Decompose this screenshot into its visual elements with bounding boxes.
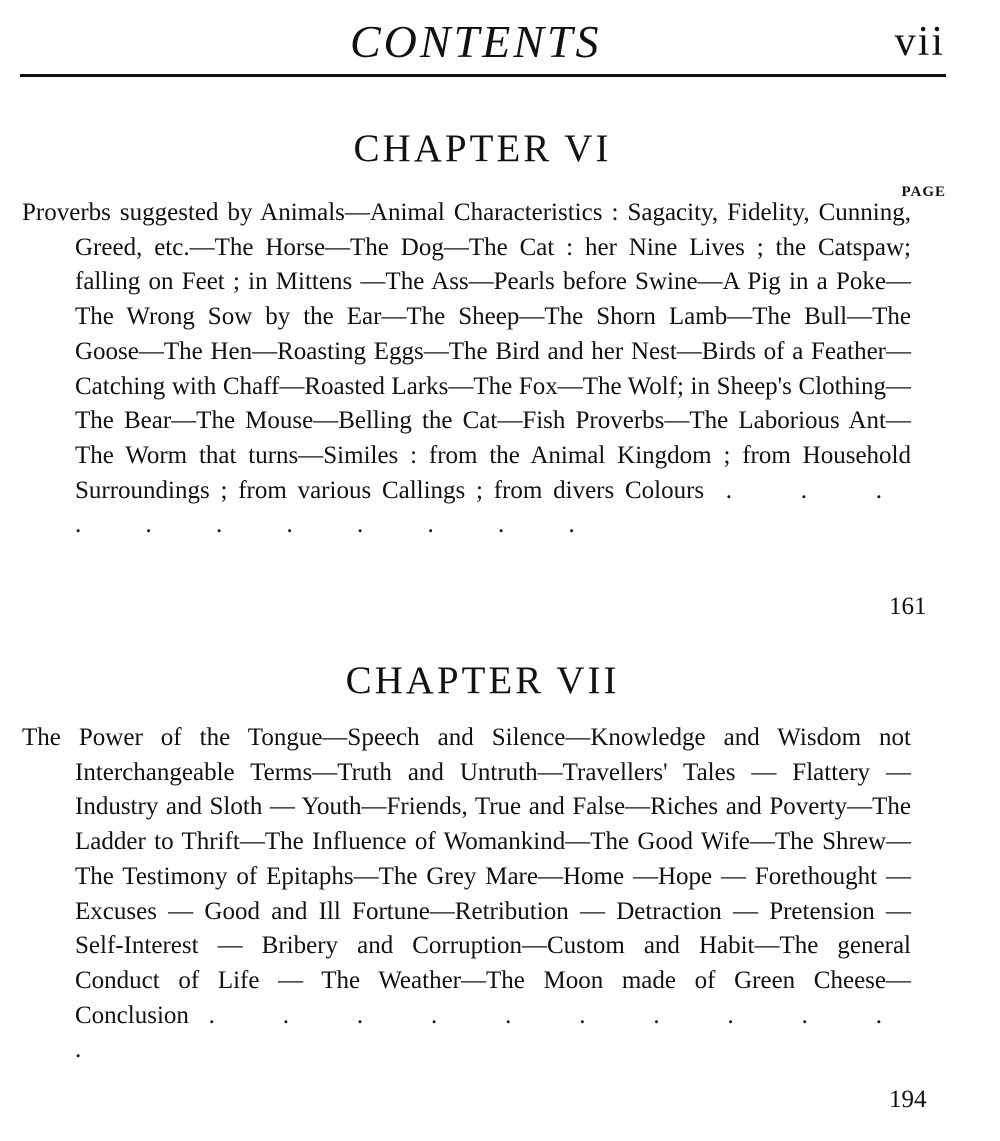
chapter-vi-leaders: . . . . . . . . . . .	[75, 476, 912, 539]
running-title: CONTENTS	[350, 16, 602, 67]
chapter-vi-heading: CHAPTER VI	[353, 127, 612, 170]
chapter-vi-page-number: 161	[889, 593, 927, 620]
page-column-label: PAGE	[901, 184, 946, 200]
chapter-vii-summary-text: The Power of the Tongue—Speech and Silence—Knowledge and Wisdom not Interchangeable Terms—Truth and Untruth—Travellers' Tales — Flattery — Industry and Sloth — Youth—Friends, True and False—Riches and Poverty—The Ladder to Thrift—The Influence of Womankind—The Good Wife—The Shrew—The Testimony of Epitaphs—The Grey Mare—Home —Hope — Forethought — Excuses — Good and Ill Fortune—Retribution — Detraction — Pretension — Self-Interest — Bribery and Corruption—Custom and Habit—The general Conduct of Life — The Weather—The Moon made of Green Cheese—Conclusion	[22, 724, 911, 1029]
chapter-vi-summary	[22, 196, 911, 543]
chapter-vii-heading: CHAPTER VII	[345, 659, 620, 702]
chapter-vii-summary	[22, 721, 911, 1068]
header-rule	[20, 74, 946, 77]
chapter-vi-summary-text: Proverbs suggested by Animals—Animal Characteristics : Sagacity, Fidelity, Cunning, Greed, etc.—The Horse—The Dog—The Cat : her Nine Lives ; the Catspaw; falling on Feet ; in Mittens —The Ass—Pearls before Swine—A Pig in a Poke—The Wrong Sow by the Ear—The Sheep—The Shorn Lamb—The Bull—The Goose—The Hen—Roasting Eggs—The Bird and her Nest—Birds of a Feather—Catching with Chaff—Roasted Larks—The Fox—The Wolf; in Sheep's Clothing—The Bear—The Mouse—Belling the Cat—Fish Proverbs—The Laborious Ant—The Worm that turns—Similes : from the Animal Kingdom ; from Household Surroundings ; from various Callings ; from divers Colours	[22, 199, 911, 504]
chapter-vii-page-number: 194	[889, 1086, 927, 1113]
chapter-vii-leaders: . . . . . . . . . . .	[75, 1001, 912, 1064]
running-head	[0, 14, 1000, 70]
page-number: vii	[894, 19, 945, 65]
